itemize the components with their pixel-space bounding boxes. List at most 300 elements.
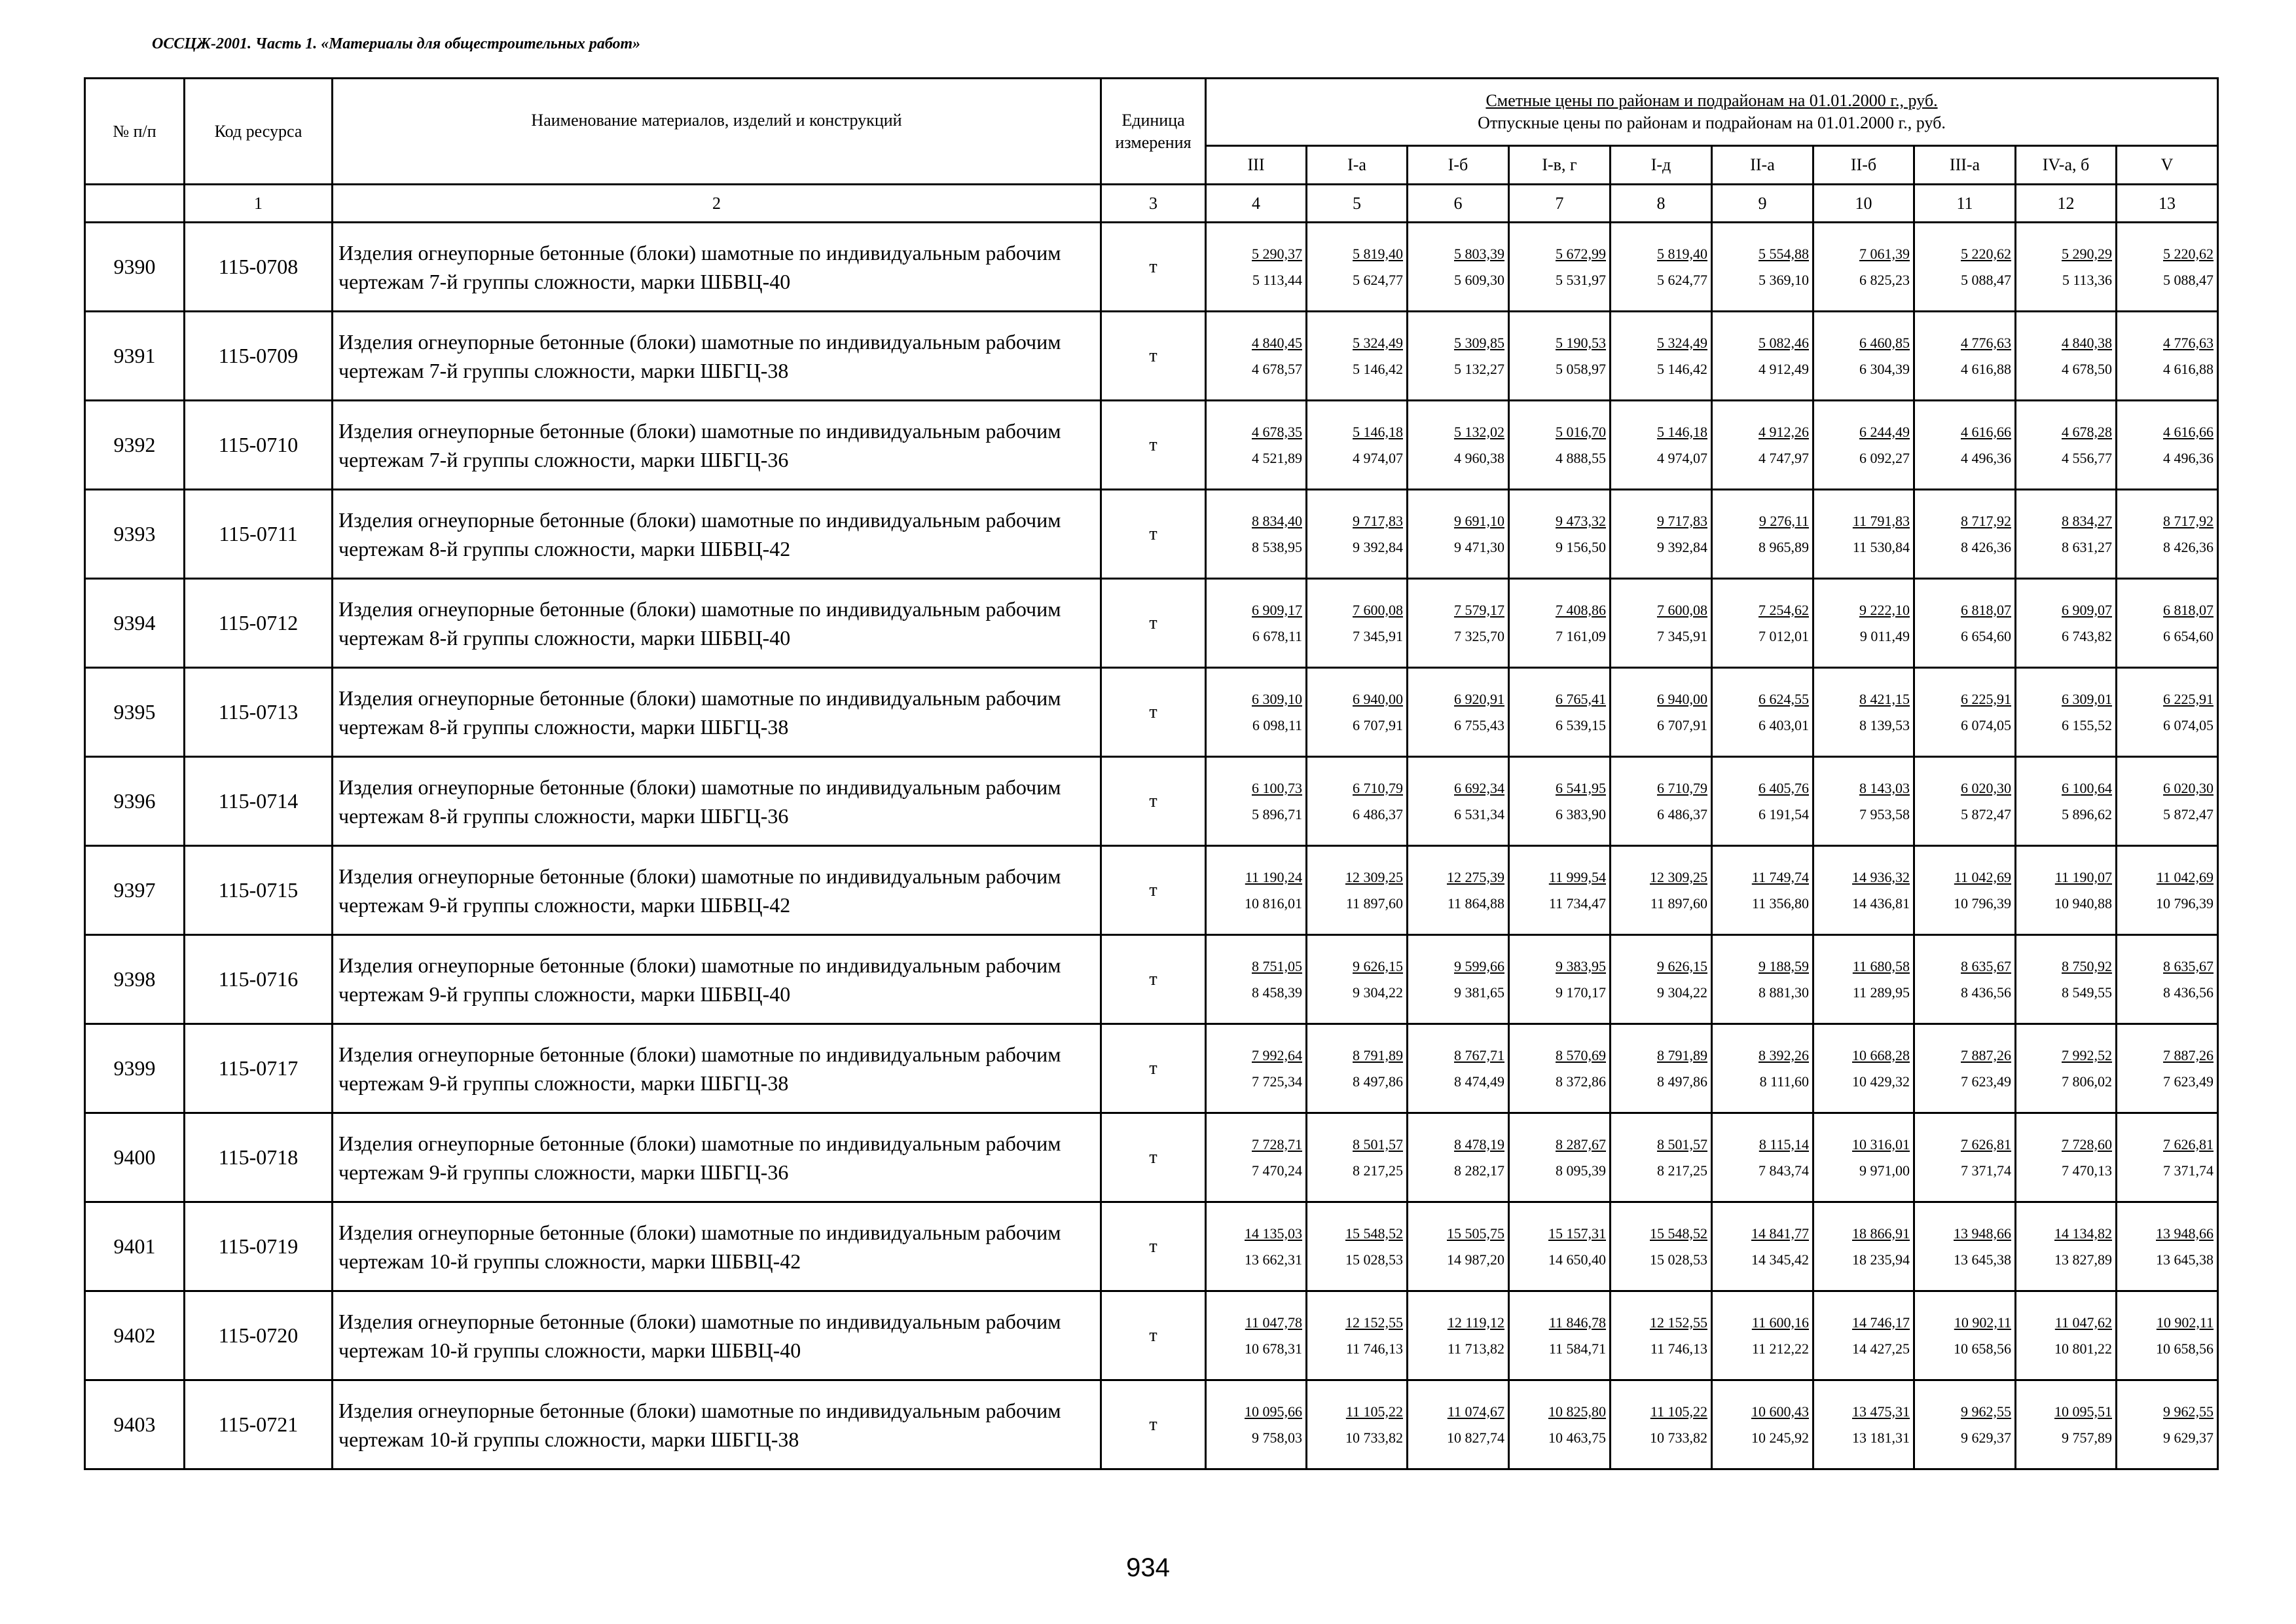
release-price: 10 429,32 <box>1852 1073 1910 1090</box>
material-name: Изделия огнеупорные бетонные (блоки) шамотные по индивидуальным рабочим чертежам 7-й группы сложности, марки ШБГЦ-36 <box>333 401 1101 490</box>
release-price: 14 987,20 <box>1447 1251 1504 1268</box>
material-name: Изделия огнеупорные бетонные (блоки) шамотные по индивидуальным рабочим чертежам 10-й группы сложности, марки ШБВЦ-40 <box>333 1291 1101 1380</box>
price-cell <box>1307 1380 1408 1469</box>
estimated-price: 7 254,62 <box>1758 601 1809 618</box>
release-price: 11 864,88 <box>1447 895 1504 912</box>
estimated-price: 6 624,55 <box>1758 690 1809 707</box>
region-header: I-д <box>1611 146 1712 185</box>
price-cell <box>1408 757 1509 846</box>
release-price: 14 436,81 <box>1852 895 1910 912</box>
release-price: 7 806,02 <box>2062 1073 2112 1090</box>
estimated-price: 4 776,63 <box>2163 334 2214 351</box>
price-cell <box>1813 223 1914 312</box>
price-table <box>84 77 2219 1470</box>
estimated-price: 5 016,70 <box>1556 423 1606 440</box>
unit-of-measure: т <box>1101 1024 1206 1113</box>
material-name: Изделия огнеупорные бетонные (блоки) шамотные по индивидуальным рабочим чертежам 9-й группы сложности, марки ШБГЦ-38 <box>333 1024 1101 1113</box>
price-cell <box>1712 490 1813 579</box>
estimated-price: 12 152,55 <box>1345 1314 1403 1331</box>
release-price: 5 058,97 <box>1556 360 1606 377</box>
estimated-price: 9 276,11 <box>1758 512 1809 529</box>
release-price: 6 092,27 <box>1859 449 1910 466</box>
release-price: 4 747,97 <box>1758 449 1809 466</box>
price-cell <box>2016 1113 2117 1202</box>
price-cell <box>1206 223 1307 312</box>
price-cell <box>1712 401 1813 490</box>
estimated-price: 11 047,62 <box>2054 1314 2112 1331</box>
release-price: 11 734,47 <box>1548 895 1606 912</box>
release-price: 13 181,31 <box>1852 1429 1910 1446</box>
column-number: 8 <box>1611 185 1712 223</box>
price-cell <box>1206 757 1307 846</box>
price-cell <box>1408 312 1509 401</box>
running-head: ОССЦЖ-2001. Часть 1. «Материалы для общестроительных работ» <box>152 35 641 52</box>
estimated-price: 6 940,00 <box>1353 690 1403 707</box>
price-cell <box>1914 579 2016 668</box>
material-name: Изделия огнеупорные бетонные (блоки) шамотные по индивидуальным рабочим чертежам 8-й группы сложности, марки ШБГЦ-38 <box>333 668 1101 757</box>
column-number-row <box>85 185 2218 223</box>
release-price: 5 624,77 <box>1657 271 1707 288</box>
price-cell <box>2117 1024 2218 1113</box>
unit-of-measure: т <box>1101 490 1206 579</box>
release-price: 6 743,82 <box>2062 627 2112 644</box>
resource-code: 115-0709 <box>185 312 333 401</box>
release-price: 8 282,17 <box>1454 1162 1504 1179</box>
table-row <box>85 312 2218 401</box>
estimated-price: 11 999,54 <box>1548 868 1606 885</box>
release-price: 9 170,17 <box>1556 984 1606 1001</box>
estimated-price: 14 841,77 <box>1751 1225 1809 1242</box>
release-price: 7 623,49 <box>2163 1073 2214 1090</box>
release-price: 11 746,13 <box>1345 1340 1403 1357</box>
price-cell <box>1813 846 1914 935</box>
price-cell <box>1307 312 1408 401</box>
material-name: Изделия огнеупорные бетонные (блоки) шамотные по индивидуальным рабочим чертежам 8-й группы сложности, марки ШБВЦ-42 <box>333 490 1101 579</box>
release-price: 18 235,94 <box>1852 1251 1910 1268</box>
price-cell <box>2117 1291 2218 1380</box>
table-row <box>85 401 2218 490</box>
price-cell <box>1712 1380 1813 1469</box>
release-price: 6 155,52 <box>2062 716 2112 733</box>
unit-of-measure: т <box>1101 223 1206 312</box>
release-price: 5 088,47 <box>1961 271 2011 288</box>
price-cell <box>1611 1291 1712 1380</box>
price-cell <box>1408 935 1509 1024</box>
release-price: 6 074,05 <box>1961 716 2011 733</box>
header-row <box>85 79 2218 146</box>
estimated-price: 12 152,55 <box>1650 1314 1707 1331</box>
release-price: 4 616,88 <box>1961 360 2011 377</box>
release-price: 8 497,86 <box>1353 1073 1403 1090</box>
estimated-price: 9 626,15 <box>1353 957 1403 974</box>
release-price: 15 028,53 <box>1345 1251 1403 1268</box>
price-cell <box>1307 1113 1408 1202</box>
price-cell <box>1611 1024 1712 1113</box>
region-header: I-в, г <box>1509 146 1611 185</box>
estimated-price: 15 505,75 <box>1447 1225 1504 1242</box>
estimated-price: 5 803,39 <box>1454 245 1504 262</box>
column-number: 3 <box>1101 185 1206 223</box>
table-row <box>85 935 2218 1024</box>
estimated-price: 5 290,29 <box>2062 245 2112 262</box>
release-price: 13 645,38 <box>2156 1251 2214 1268</box>
release-price: 5 088,47 <box>2163 271 2214 288</box>
release-price: 8 538,95 <box>1252 538 1302 555</box>
price-cell <box>1712 1291 1813 1380</box>
header-estimated-prices: Сметные цены по районам и подрайонам на 01.01.2000 г., руб. <box>1485 91 1938 110</box>
estimated-price: 8 834,40 <box>1252 512 1302 529</box>
estimated-price: 9 188,59 <box>1758 957 1809 974</box>
estimated-price: 6 020,30 <box>2163 779 2214 796</box>
estimated-price: 5 309,85 <box>1454 334 1504 351</box>
unit-of-measure: т <box>1101 1291 1206 1380</box>
estimated-price: 4 840,45 <box>1252 334 1302 351</box>
resource-code: 115-0717 <box>185 1024 333 1113</box>
estimated-price: 11 600,16 <box>1751 1314 1809 1331</box>
release-price: 4 616,88 <box>2163 360 2214 377</box>
release-price: 13 662,31 <box>1245 1251 1302 1268</box>
region-header: IV-а, б <box>2016 146 2117 185</box>
price-cell <box>1307 757 1408 846</box>
price-cell <box>1813 312 1914 401</box>
estimated-price: 6 818,07 <box>1961 601 2011 618</box>
price-cell <box>1611 223 1712 312</box>
estimated-price: 8 751,05 <box>1252 957 1302 974</box>
price-cell <box>1307 1024 1408 1113</box>
release-price: 7 325,70 <box>1454 627 1504 644</box>
price-cell <box>1914 223 2016 312</box>
header-name: Наименование материалов, изделий и конструкций <box>333 79 1101 185</box>
price-cell <box>1408 846 1509 935</box>
release-price: 6 707,91 <box>1657 716 1707 733</box>
release-price: 7 725,34 <box>1252 1073 1302 1090</box>
row-number: 9400 <box>85 1113 185 1202</box>
table-row <box>85 490 2218 579</box>
estimated-price: 5 819,40 <box>1353 245 1403 262</box>
price-cell <box>2117 757 2218 846</box>
price-cell <box>1611 846 1712 935</box>
price-cell <box>1307 401 1408 490</box>
price-cell <box>1206 490 1307 579</box>
row-number: 9394 <box>85 579 185 668</box>
material-name: Изделия огнеупорные бетонные (блоки) шамотные по индивидуальным рабочим чертежам 7-й группы сложности, марки ШБВЦ-40 <box>333 223 1101 312</box>
price-cell <box>2016 846 2117 935</box>
estimated-price: 8 392,26 <box>1758 1046 1809 1063</box>
unit-of-measure: т <box>1101 935 1206 1024</box>
resource-code: 115-0720 <box>185 1291 333 1380</box>
estimated-price: 7 887,26 <box>1961 1046 2011 1063</box>
row-number: 9402 <box>85 1291 185 1380</box>
estimated-price: 11 680,58 <box>1852 957 1910 974</box>
estimated-price: 5 324,49 <box>1657 334 1707 351</box>
release-price: 6 539,15 <box>1556 716 1606 733</box>
resource-code: 115-0713 <box>185 668 333 757</box>
estimated-price: 4 776,63 <box>1961 334 2011 351</box>
price-cell <box>2016 757 2117 846</box>
release-price: 7 371,74 <box>2163 1162 2214 1179</box>
price-cell <box>1611 668 1712 757</box>
material-name: Изделия огнеупорные бетонные (блоки) шамотные по индивидуальным рабочим чертежам 8-й группы сложности, марки ШБГЦ-36 <box>333 757 1101 846</box>
price-cell <box>1914 490 2016 579</box>
material-name: Изделия огнеупорные бетонные (блоки) шамотные по индивидуальным рабочим чертежам 7-й группы сложности, марки ШБГЦ-38 <box>333 312 1101 401</box>
price-cell <box>1509 1380 1611 1469</box>
price-cell <box>1712 579 1813 668</box>
price-cell <box>1307 1202 1408 1291</box>
estimated-price: 9 962,55 <box>1961 1403 2011 1420</box>
estimated-price: 5 146,18 <box>1657 423 1707 440</box>
table-row <box>85 1113 2218 1202</box>
header-code: Код ресурса <box>185 79 333 185</box>
release-price: 4 496,36 <box>1961 449 2011 466</box>
estimated-price: 8 501,57 <box>1657 1135 1707 1153</box>
release-price: 4 521,89 <box>1252 449 1302 466</box>
price-cell <box>1914 1024 2016 1113</box>
price-cell <box>2016 1202 2117 1291</box>
price-cell <box>1509 1024 1611 1113</box>
column-number: 7 <box>1509 185 1611 223</box>
price-cell <box>1813 935 1914 1024</box>
release-price: 10 658,56 <box>1954 1340 2011 1357</box>
price-cell <box>1611 757 1712 846</box>
release-price: 5 872,47 <box>2163 805 2214 822</box>
column-number: 4 <box>1206 185 1307 223</box>
estimated-price: 6 100,64 <box>2062 779 2112 796</box>
column-number: 5 <box>1307 185 1408 223</box>
estimated-price: 8 767,71 <box>1454 1046 1504 1063</box>
estimated-price: 11 074,67 <box>1447 1403 1504 1420</box>
release-price: 6 074,05 <box>2163 716 2214 733</box>
estimated-price: 12 309,25 <box>1345 868 1403 885</box>
release-price: 7 843,74 <box>1758 1162 1809 1179</box>
price-cell <box>1611 579 1712 668</box>
price-cell <box>1914 401 2016 490</box>
price-cell <box>2016 223 2117 312</box>
material-name: Изделия огнеупорные бетонные (блоки) шамотные по индивидуальным рабочим чертежам 10-й группы сложности, марки ШБГЦ-38 <box>333 1380 1101 1469</box>
estimated-price: 7 728,71 <box>1252 1135 1302 1153</box>
estimated-price: 7 579,17 <box>1454 601 1504 618</box>
price-cell <box>2016 1024 2117 1113</box>
release-price: 10 463,75 <box>1548 1429 1606 1446</box>
estimated-price: 14 936,32 <box>1852 868 1910 885</box>
release-price: 8 095,39 <box>1556 1162 1606 1179</box>
estimated-price: 6 909,17 <box>1252 601 1302 618</box>
estimated-price: 10 902,11 <box>1954 1314 2011 1331</box>
price-cell <box>2016 1380 2117 1469</box>
estimated-price: 10 668,28 <box>1852 1046 1910 1063</box>
estimated-price: 6 020,30 <box>1961 779 2011 796</box>
release-price: 7 470,24 <box>1252 1162 1302 1179</box>
price-cell <box>1509 846 1611 935</box>
estimated-price: 10 316,01 <box>1852 1135 1910 1153</box>
estimated-price: 4 840,38 <box>2062 334 2112 351</box>
price-cell <box>1206 312 1307 401</box>
page-number: 934 <box>1126 1553 1170 1582</box>
release-price: 5 113,36 <box>2062 271 2112 288</box>
release-price: 4 974,07 <box>1657 449 1707 466</box>
release-price: 8 881,30 <box>1758 984 1809 1001</box>
estimated-price: 8 717,92 <box>2163 512 2214 529</box>
release-price: 8 965,89 <box>1758 538 1809 555</box>
release-price: 9 304,22 <box>1353 984 1403 1001</box>
release-price: 9 758,03 <box>1252 1429 1302 1446</box>
release-price: 8 436,56 <box>1961 984 2011 1001</box>
release-price: 5 624,77 <box>1353 271 1403 288</box>
estimated-price: 11 042,69 <box>1954 868 2011 885</box>
release-price: 6 403,01 <box>1758 716 1809 733</box>
release-price: 8 631,27 <box>2062 538 2112 555</box>
price-cell <box>1206 935 1307 1024</box>
estimated-price: 12 309,25 <box>1650 868 1707 885</box>
price-cell <box>1611 312 1712 401</box>
release-price: 5 531,97 <box>1556 271 1606 288</box>
estimated-price: 7 408,86 <box>1556 601 1606 618</box>
price-cell <box>1712 223 1813 312</box>
price-cell <box>1307 935 1408 1024</box>
release-price: 10 816,01 <box>1245 895 1302 912</box>
estimated-price: 8 791,89 <box>1353 1046 1403 1063</box>
estimated-price: 18 866,91 <box>1852 1225 1910 1242</box>
estimated-price: 5 819,40 <box>1657 245 1707 262</box>
estimated-price: 5 324,49 <box>1353 334 1403 351</box>
price-cell <box>1206 401 1307 490</box>
estimated-price: 5 190,53 <box>1556 334 1606 351</box>
release-price: 10 733,82 <box>1345 1429 1403 1446</box>
release-price: 6 755,43 <box>1454 716 1504 733</box>
estimated-price: 8 287,67 <box>1556 1135 1606 1153</box>
release-price: 14 427,25 <box>1852 1340 1910 1357</box>
release-price: 4 678,57 <box>1252 360 1302 377</box>
release-price: 4 888,55 <box>1556 449 1606 466</box>
resource-code: 115-0712 <box>185 579 333 668</box>
price-cell <box>1611 1380 1712 1469</box>
estimated-price: 9 599,66 <box>1454 957 1504 974</box>
release-price: 4 974,07 <box>1353 449 1403 466</box>
column-number: 1 <box>185 185 333 223</box>
price-cell <box>1712 757 1813 846</box>
price-cell <box>1813 579 1914 668</box>
resource-code: 115-0710 <box>185 401 333 490</box>
price-cell <box>1307 668 1408 757</box>
estimated-price: 6 818,07 <box>2163 601 2214 618</box>
release-price: 8 217,25 <box>1353 1162 1403 1179</box>
table-row <box>85 223 2218 312</box>
price-cell <box>1813 1113 1914 1202</box>
release-price: 9 392,84 <box>1657 538 1707 555</box>
estimated-price: 13 475,31 <box>1852 1403 1910 1420</box>
release-price: 8 372,86 <box>1556 1073 1606 1090</box>
row-number: 9396 <box>85 757 185 846</box>
release-price: 6 825,23 <box>1859 271 1910 288</box>
price-cell <box>1712 312 1813 401</box>
estimated-price: 7 887,26 <box>2163 1046 2214 1063</box>
table-row <box>85 1291 2218 1380</box>
estimated-price: 5 132,02 <box>1454 423 1504 440</box>
price-cell <box>1509 1202 1611 1291</box>
estimated-price: 7 992,52 <box>2062 1046 2112 1063</box>
release-price: 11 356,80 <box>1751 895 1809 912</box>
estimated-price: 6 100,73 <box>1252 779 1302 796</box>
release-price: 4 912,49 <box>1758 360 1809 377</box>
unit-of-measure: т <box>1101 1113 1206 1202</box>
price-cell <box>1509 223 1611 312</box>
price-cell <box>2117 1380 2218 1469</box>
resource-code: 115-0719 <box>185 1202 333 1291</box>
release-price: 5 609,30 <box>1454 271 1504 288</box>
price-cell <box>1712 1113 1813 1202</box>
release-price: 8 111,60 <box>1759 1073 1809 1090</box>
price-cell <box>1611 935 1712 1024</box>
price-cell <box>1712 935 1813 1024</box>
price-cell <box>1914 312 2016 401</box>
release-price: 11 289,95 <box>1852 984 1910 1001</box>
resource-code: 115-0721 <box>185 1380 333 1469</box>
price-cell <box>1813 668 1914 757</box>
price-cell <box>1206 1380 1307 1469</box>
estimated-price: 8 635,67 <box>1961 957 2011 974</box>
estimated-price: 8 501,57 <box>1353 1135 1403 1153</box>
release-price: 6 654,60 <box>1961 627 2011 644</box>
estimated-price: 6 920,91 <box>1454 690 1504 707</box>
estimated-price: 8 635,67 <box>2163 957 2214 974</box>
price-cell <box>1611 401 1712 490</box>
estimated-price: 7 600,08 <box>1657 601 1707 618</box>
estimated-price: 6 244,49 <box>1859 423 1910 440</box>
estimated-price: 5 290,37 <box>1252 245 1302 262</box>
estimated-price: 11 190,24 <box>1245 868 1302 885</box>
price-cell <box>1712 846 1813 935</box>
header-release-prices: Отпускные цены по районам и подрайонам на 01.01.2000 г., руб. <box>1478 113 1946 132</box>
release-price: 5 132,27 <box>1454 360 1504 377</box>
price-cell <box>1206 668 1307 757</box>
release-price: 11 212,22 <box>1751 1340 1809 1357</box>
estimated-price: 14 746,17 <box>1852 1314 1910 1331</box>
estimated-price: 12 119,12 <box>1447 1314 1504 1331</box>
price-cell <box>1408 1202 1509 1291</box>
estimated-price: 15 548,52 <box>1345 1225 1403 1242</box>
release-price: 4 960,38 <box>1454 449 1504 466</box>
row-number: 9393 <box>85 490 185 579</box>
release-price: 11 713,82 <box>1447 1340 1504 1357</box>
estimated-price: 5 082,46 <box>1758 334 1809 351</box>
estimated-price: 7 626,81 <box>1961 1135 2011 1153</box>
price-cell <box>1307 846 1408 935</box>
release-price: 9 304,22 <box>1657 984 1707 1001</box>
price-cell <box>1408 1291 1509 1380</box>
estimated-price: 11 105,22 <box>1345 1403 1403 1420</box>
estimated-price: 8 834,27 <box>2062 512 2112 529</box>
price-cell <box>1408 490 1509 579</box>
estimated-price: 7 728,60 <box>2062 1135 2112 1153</box>
price-cell <box>1914 846 2016 935</box>
estimated-price: 13 948,66 <box>1954 1225 2011 1242</box>
estimated-price: 6 909,07 <box>2062 601 2112 618</box>
release-price: 11 584,71 <box>1548 1340 1606 1357</box>
estimated-price: 8 791,89 <box>1657 1046 1707 1063</box>
release-price: 10 801,22 <box>2054 1340 2112 1357</box>
release-price: 7 953,58 <box>1859 805 1910 822</box>
release-price: 7 371,74 <box>1961 1162 2011 1179</box>
release-price: 10 245,92 <box>1751 1429 1809 1446</box>
release-price: 8 458,39 <box>1252 984 1302 1001</box>
region-header: III <box>1206 146 1307 185</box>
price-cell <box>1408 579 1509 668</box>
estimated-price: 8 478,19 <box>1454 1135 1504 1153</box>
price-cell <box>1813 757 1914 846</box>
release-price: 8 139,53 <box>1859 716 1910 733</box>
unit-of-measure: т <box>1101 312 1206 401</box>
estimated-price: 4 616,66 <box>2163 423 2214 440</box>
estimated-price: 8 421,15 <box>1859 690 1910 707</box>
